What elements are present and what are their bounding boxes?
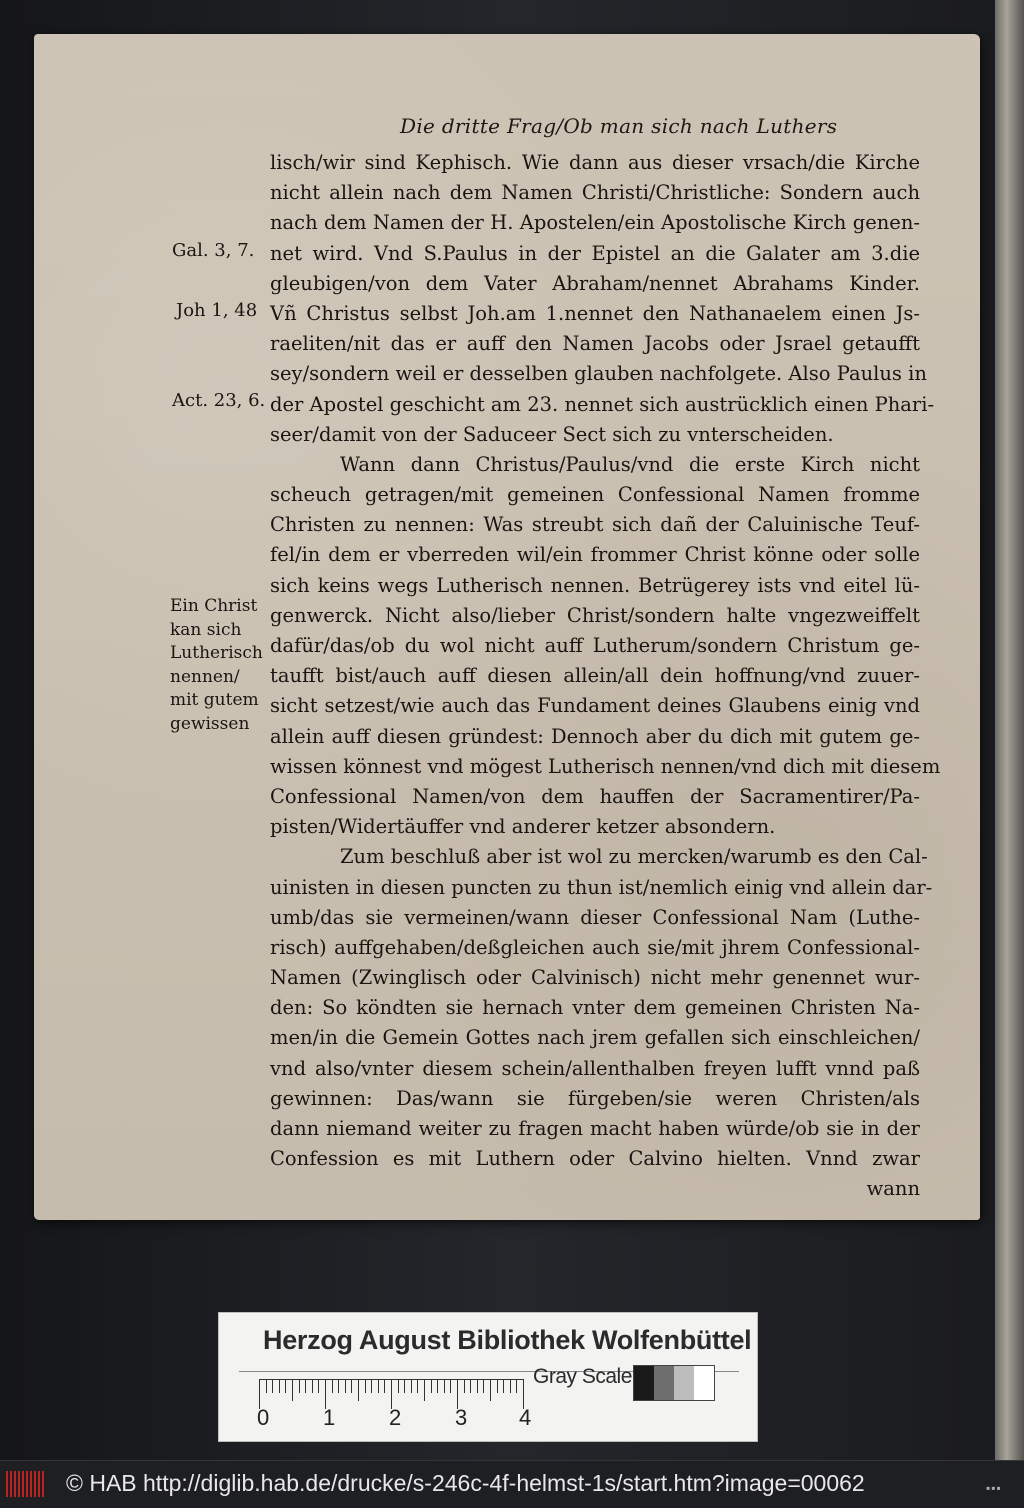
text-line: dann niemand weiter zu fragen macht haben würde/ob sie in der bbox=[270, 1117, 920, 1140]
text-line: uinisten in diesen puncten zu thun ist/nemlich einig vnd allein dar- bbox=[270, 875, 933, 899]
text-line: men/in die Gemein Gottes nach jrem gefallen sich einschleichen/ bbox=[270, 1026, 920, 1050]
ruler-tick bbox=[272, 1379, 273, 1393]
ruler-tick bbox=[292, 1379, 293, 1401]
text-line: allein auff diesen gründest: Dennoch aber du dich mit gutem ge- bbox=[270, 724, 920, 748]
text-line: gewinnen: Das/wann sie fürgeben/sie weren Christen/als bbox=[270, 1086, 920, 1110]
ruler-tick bbox=[384, 1379, 385, 1393]
text-line: wissen könnest vnd mögest Lutherisch nennen/vnd dich mit diesem bbox=[270, 754, 941, 778]
ruler-tick bbox=[365, 1379, 366, 1393]
text-line: sey/sondern weil er desselben glauben nachfolgete. Also Paulus in bbox=[270, 362, 927, 386]
gray-swatch bbox=[654, 1366, 674, 1400]
text-line: nicht allein nach dem Namen Christi/Christliche: Sondern auch bbox=[270, 181, 920, 205]
text-line: umb/das sie vermeinen/wann dieser Confessional Nam (Luthe- bbox=[270, 905, 920, 929]
text-line: Confession es mit Luthern oder Calvino hielten. Vnnd zwar bbox=[270, 1147, 920, 1171]
text-line: risch) auffgehaben/deßgleichen auch sie/mit jhrem Confessional- bbox=[270, 935, 920, 959]
text-line: fel/in dem er vberreden wil/ein frommer Christ könne oder solle bbox=[270, 543, 920, 567]
ruler-tick bbox=[371, 1379, 372, 1393]
gray-swatch bbox=[694, 1366, 714, 1400]
margin-note-line: mit gutem bbox=[170, 690, 259, 710]
margin-note-line: Ein Christ bbox=[170, 596, 258, 616]
margin-note-block bbox=[170, 595, 263, 736]
margin-note-gal: Gal. 3, 7. bbox=[172, 240, 255, 261]
text-line: seer/damit von der Saduceer Sect sich zu vnterscheiden. bbox=[270, 422, 834, 446]
ruler-tick bbox=[464, 1379, 465, 1393]
text-line: dafür/das/ob du wol nicht auff Lutherum/sondern Christum ge- bbox=[270, 634, 920, 657]
source-url[interactable]: © HAB http://diglib.hab.de/drucke/s-246c-4f-helmst-1s/start.htm?image=00062 bbox=[66, 1470, 865, 1496]
text-line: scheuch getragen/mit gemeinen Confessional Namen fromme bbox=[270, 483, 920, 507]
text-line: den: So köndten sie hernach vnter dem gemeinen Christen Na- bbox=[270, 996, 920, 1020]
text-line: lisch/wir sind Kephisch. Wie dann aus dieser vrsach/die Kirche bbox=[270, 151, 920, 174]
margin-note-line: gewissen bbox=[170, 713, 250, 734]
ruler-tick bbox=[398, 1379, 399, 1393]
ruler-tick bbox=[437, 1379, 438, 1393]
status-bar bbox=[0, 1460, 1024, 1508]
ruler-tick bbox=[470, 1379, 471, 1393]
ruler-tick bbox=[312, 1379, 313, 1393]
ruler-number: 1 bbox=[323, 1405, 336, 1430]
ruler-tick bbox=[444, 1379, 445, 1393]
text-line: net wird. Vnd S.Paulus in der Epistel an die Galater am 3.die bbox=[270, 241, 920, 265]
more-dots-icon[interactable]: ▪▪▪ bbox=[986, 1481, 1002, 1495]
text-line: taufft bist/auch auff diesen allein/all dein hoffnung/vnd zuuer- bbox=[270, 664, 920, 688]
gray-swatch bbox=[674, 1366, 694, 1400]
ruler-tick bbox=[424, 1379, 425, 1401]
text-line: Wann dann Christus/Paulus/vnd die erste Kirch nicht bbox=[340, 452, 920, 476]
ruler-tick bbox=[497, 1379, 498, 1393]
ruler-tick bbox=[431, 1379, 432, 1393]
ruler-tick bbox=[332, 1379, 333, 1393]
text-line: nach dem Namen der H. Apostelen/ein Apostolische Kirch genen- bbox=[270, 211, 920, 235]
ruler-tick bbox=[285, 1379, 286, 1393]
text-line: Vñ Christus selbst Joh.am 1.nennet den Nathanaelem einen Js- bbox=[270, 301, 920, 325]
ruler-number: 3 bbox=[455, 1405, 468, 1430]
text-line: Zum beschluß aber ist wol zu mercken/warumb es den Cal- bbox=[340, 845, 928, 869]
ruler-tick bbox=[417, 1379, 418, 1393]
library-title: Herzog August Bibliothek Wolfenbüttel bbox=[263, 1325, 752, 1355]
text-line: gleubigen/von dem Vater Abraham/nennet Abrahams Kinder. bbox=[270, 271, 920, 295]
ruler-tick bbox=[345, 1379, 346, 1393]
grayscale-label: Gray Scale bbox=[533, 1365, 632, 1388]
ruler-tick bbox=[516, 1379, 517, 1393]
body-text bbox=[270, 148, 941, 1205]
margin-note-joh: Joh 1, 48 bbox=[176, 300, 258, 321]
text-line: genwerck. Nicht also/lieber Christ/sondern halte vngezweiffelt bbox=[270, 603, 920, 627]
ruler-tick bbox=[404, 1379, 405, 1393]
ruler-tick bbox=[279, 1379, 280, 1393]
barcode-icon bbox=[6, 1471, 46, 1497]
grayscale-swatches bbox=[633, 1365, 715, 1401]
text-line: Namen (Zwinglisch oder Calvinisch) nicht mehr genennet wur- bbox=[270, 966, 920, 990]
ruler-tick bbox=[305, 1379, 306, 1393]
catchword: wann bbox=[866, 1177, 920, 1201]
margin-note-line: kan sich bbox=[170, 619, 242, 640]
ruler-tick bbox=[351, 1379, 352, 1393]
text-line: sicht setzest/wie auch das Fundament deines Glaubens einig vnd bbox=[270, 694, 920, 718]
text-line: pisten/Widertäuffer vnd anderer ketzer absondern. bbox=[270, 815, 776, 839]
margin-note-line: nennen/ bbox=[170, 666, 240, 687]
text-line: Christen zu nennen: Was streubt sich dañ der Caluinische Teuf- bbox=[270, 513, 920, 537]
ruler-number: 0 bbox=[257, 1405, 270, 1430]
gray-swatch bbox=[634, 1366, 654, 1400]
ruler-number: 2 bbox=[389, 1405, 402, 1430]
text-line: vnd also/vnter diesem schein/allenthalben freyen lufft vnnd paß bbox=[270, 1056, 920, 1080]
ruler-tick bbox=[510, 1379, 511, 1393]
ruler-tick bbox=[411, 1379, 412, 1393]
underlying-page-edge bbox=[995, 0, 1024, 1460]
ruler-number: 4 bbox=[519, 1405, 532, 1430]
ruler-tick bbox=[338, 1379, 339, 1393]
text-line: raeliten/nit das er auff den Namen Jacobs oder Jsrael getaufft bbox=[270, 332, 920, 356]
ruler-tick bbox=[490, 1379, 491, 1401]
ruler-tick bbox=[358, 1379, 359, 1401]
text-line: sich keins wegs Lutherisch nennen. Betrügerey ists vnd eitel lü- bbox=[270, 573, 920, 597]
text-line: der Apostel geschicht am 23. nennet sich austrücklich einen Phari- bbox=[270, 392, 935, 416]
margin-note-act: Act. 23, 6. bbox=[172, 390, 266, 411]
ruler-tick bbox=[483, 1379, 484, 1393]
ruler-tick bbox=[299, 1379, 300, 1393]
ruler-tick bbox=[266, 1379, 267, 1393]
ruler-tick bbox=[378, 1379, 379, 1393]
ruler-tick bbox=[450, 1379, 451, 1393]
ruler-tick bbox=[503, 1379, 504, 1393]
margin-note-line: Lutherisch bbox=[170, 643, 263, 663]
ruler-tick bbox=[477, 1379, 478, 1393]
ruler-tick bbox=[318, 1379, 319, 1393]
text-line: Confessional Namen/von dem hauffen der Sacramentirer/Pa- bbox=[270, 784, 920, 808]
running-head: Die dritte Frag/Ob man sich nach Luthers bbox=[400, 114, 838, 138]
color-target-card bbox=[218, 1312, 758, 1442]
